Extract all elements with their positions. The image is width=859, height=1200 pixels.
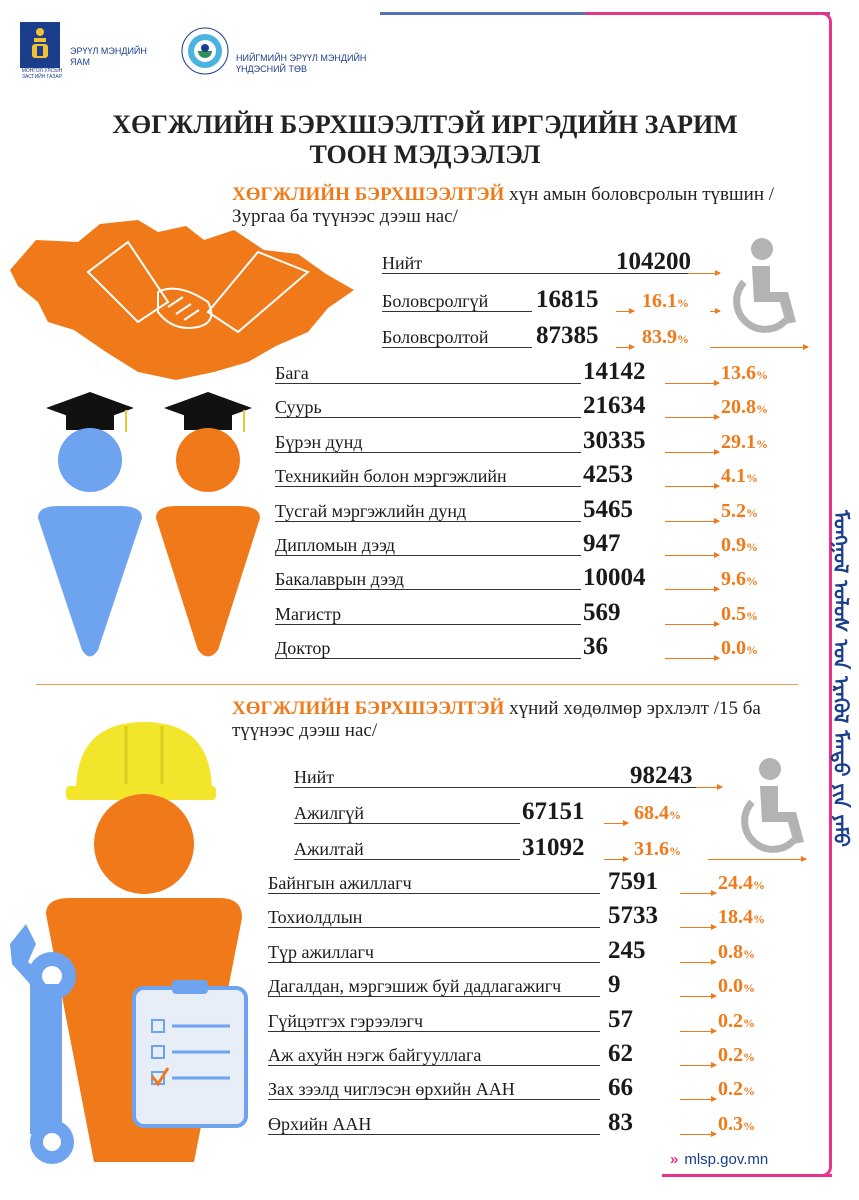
row-underline [382,311,532,312]
row-value: 569 [583,598,621,626]
employment-type-row [268,935,804,965]
row-label: Дипломын дээд [275,535,396,555]
row-arrow [604,823,628,824]
row-label: Суурь [275,397,322,418]
employment-title-rest: хүний хөдөлмөр эрхлэлт /15 ба түүнээс дээш нас/ [232,698,761,741]
row-percent: 0.2% [718,1078,755,1101]
row-label: Доктор [275,638,331,659]
row-arrow [680,1031,716,1032]
government-logo-text: МОНГОЛ УЛСЫН ЗАСГИЙН ГАЗАР [21,68,63,80]
row-label: Аж ахуйн нэгж байгууллага [268,1045,482,1065]
worker-illustration [8,714,288,1164]
row-label: Дагалдан, мэргэшиж буй дадлагажигч [268,976,562,997]
education-title-rest: хүн амын боловсролын түвшин /Зургаа ба түүнээс дээш нас/ [232,184,775,227]
ministry-name: ЭРҮҮЛ МЭНДИЙН ЯАМ [70,46,147,67]
row-value: 36 [583,633,608,661]
chevron-right-icon: » [670,1151,679,1168]
row-percent: 0.5% [721,602,758,625]
row-value: 245 [608,936,646,964]
row-underline [275,383,581,384]
row-percent: 0.2% [718,1044,755,1066]
row-arrow [665,624,719,625]
row-value: 7591 [608,868,658,895]
row-arrow [680,996,716,997]
row-label: Ажилтай [294,839,364,859]
row-percent: 0.3% [718,1112,755,1135]
row-value: 57 [608,1005,633,1033]
education-level-row [275,562,805,592]
education-level-row [275,494,805,524]
row-arrow [604,859,628,860]
row-arrow [680,962,716,963]
row-percent: 4.1% [721,465,758,488]
row-percent: 0.2% [718,1009,755,1032]
row-value: 14142 [583,358,646,385]
row-label: Бага [275,363,309,383]
education-level-row [275,528,805,558]
row-value: 5465 [583,495,633,523]
education-summary-row [382,284,722,314]
row-underline [294,823,520,824]
row-percent: 0.9% [721,534,758,556]
employment-type-row [268,900,804,930]
row-arrow [665,658,719,659]
row-label: Техникийн болон мэргэжлийн [275,466,507,487]
row-value: 31092 [522,834,585,861]
row-arrow [616,347,634,348]
education-level-row [275,597,805,627]
row-percent: 9.6% [721,568,758,591]
education-summary-row [382,320,812,350]
row-percent: 18.4% [718,906,765,929]
row-arrow [665,521,719,522]
bottom-frame-line [662,1174,832,1177]
page-title: ХӨГЖЛИЙН БЭРХШЭЭЛТЭЙ ИРГЭДИЙН ЗАРИМ ТООН МЭДЭЭЛЭЛ [112,110,738,169]
row-arrow [688,273,720,274]
employment-type-row [268,1004,804,1034]
row-value: 947 [583,530,621,557]
government-emblem-logo [20,22,60,68]
row-value: 16815 [536,286,599,313]
row-arrow [710,347,808,348]
employment-summary-row [294,796,724,826]
center-name: НИЙГМИЙН ЭРҮҮЛ МЭНДИЙН ҮНДЭСНИЙ ТӨВ [236,53,367,74]
vertical-mongolian-script: ᠮᠣᠩᠭᠣᠯ ᠤᠯᠤᠰ ᠤᠨ ᠡᠷᠡᠬᠦᠯ ᠮᠡᠨᠳᠦ ᠶᠢᠨ ᠶᠠᠮᠤ [829,510,853,847]
section-divider [36,684,798,685]
graduates-illustration [28,388,268,663]
row-value: 4253 [583,461,633,489]
row-arrow [680,1099,716,1100]
row-arrow [665,555,719,556]
row-percent: 0.0% [718,975,755,998]
hard-hat-icon [66,722,216,800]
row-label: Бакалаврын дээд [275,569,404,590]
employment-summary-row [294,760,724,790]
row-arrow [665,589,719,590]
row-arrow [665,383,719,384]
row-percent: 29.1% [721,430,768,453]
checklist-clipboard-icon [134,980,246,1126]
graduation-cap-icon [164,392,252,432]
row-percent: 20.8% [721,396,768,419]
row-percent: 68.4% [634,802,681,824]
row-value: 67151 [522,798,585,825]
row-underline [382,347,532,348]
row-label: Тохиолдлын [268,907,363,928]
row-label: Ажилгүй [294,803,365,823]
row-arrow [696,787,722,788]
row-label: Нийт [294,767,335,787]
education-level-row [275,459,805,489]
row-value: 83 [608,1108,633,1136]
education-level-row [275,356,805,386]
employment-summary-row [294,832,810,862]
row-arrow [680,1065,716,1066]
row-label: Бүрэн дунд [275,431,363,452]
employment-title-highlight: ХӨГЖЛИЙН БЭРХШЭЭЛТЭЙ [232,698,505,719]
row-label: Гүйцэтгэх гэрээлэгч [268,1010,423,1031]
row-underline [294,859,520,860]
top-frame-accent-line [586,12,828,15]
row-label: Байнгын ажиллагч [268,873,412,893]
row-arrow [665,452,719,453]
employment-type-row [268,969,804,999]
row-label: Зах зээлд чиглэсэн өрхийн ААН [268,1079,515,1100]
row-arrow [680,893,716,894]
row-arrow [665,417,719,418]
employment-section-title [232,698,807,742]
row-arrow [708,859,806,860]
row-label: Боловсролтой [382,327,489,347]
graduation-cap-icon [46,392,134,432]
row-label: Боловсролгүй [382,291,489,311]
public-health-center-logo [180,26,230,76]
row-percent: 83.9% [642,326,689,348]
education-level-row [275,425,805,455]
row-arrow [680,927,716,928]
education-title-highlight: ХӨГЖЛИЙН БЭРХШЭЭЛТЭЙ [232,184,505,205]
row-label: Нийт [382,253,423,273]
row-label: Тусгай мэргэжлийн дунд [275,500,467,521]
row-value: 62 [608,1040,633,1067]
row-percent: 31.6% [634,838,681,860]
row-arrow [665,486,719,487]
row-arrow [710,311,720,312]
row-percent: 16.1% [642,290,689,312]
footer-website[interactable] [670,1151,768,1168]
row-percent: 0.0% [721,637,758,660]
row-percent: 24.4% [718,872,765,894]
row-label: Магистр [275,603,342,624]
employment-type-row [268,866,804,896]
employment-type-row [268,1038,804,1068]
row-value: 87385 [536,322,599,349]
row-value: 98243 [630,762,693,789]
row-value: 30335 [583,426,646,454]
row-label: Түр ажиллагч [268,941,374,962]
education-level-row [275,631,805,661]
employment-type-row [268,1107,804,1137]
education-level-row [275,390,805,420]
row-percent: 13.6% [721,362,768,384]
row-value: 5733 [608,902,658,930]
row-label: Өрхийн ААН [268,1113,372,1134]
row-value: 66 [608,1074,633,1102]
row-percent: 5.2% [721,499,758,522]
row-arrow [616,311,634,312]
row-value: 9 [608,971,621,999]
row-value: 21634 [583,392,646,420]
row-value: 10004 [583,564,646,592]
employment-type-row [268,1072,804,1102]
education-summary-row [382,246,722,276]
row-value: 104200 [616,248,691,275]
row-percent: 0.8% [718,940,755,963]
wrench-icon [10,924,76,1164]
website-url: mlsp.gov.mn [684,1151,769,1168]
row-arrow [680,1134,716,1135]
